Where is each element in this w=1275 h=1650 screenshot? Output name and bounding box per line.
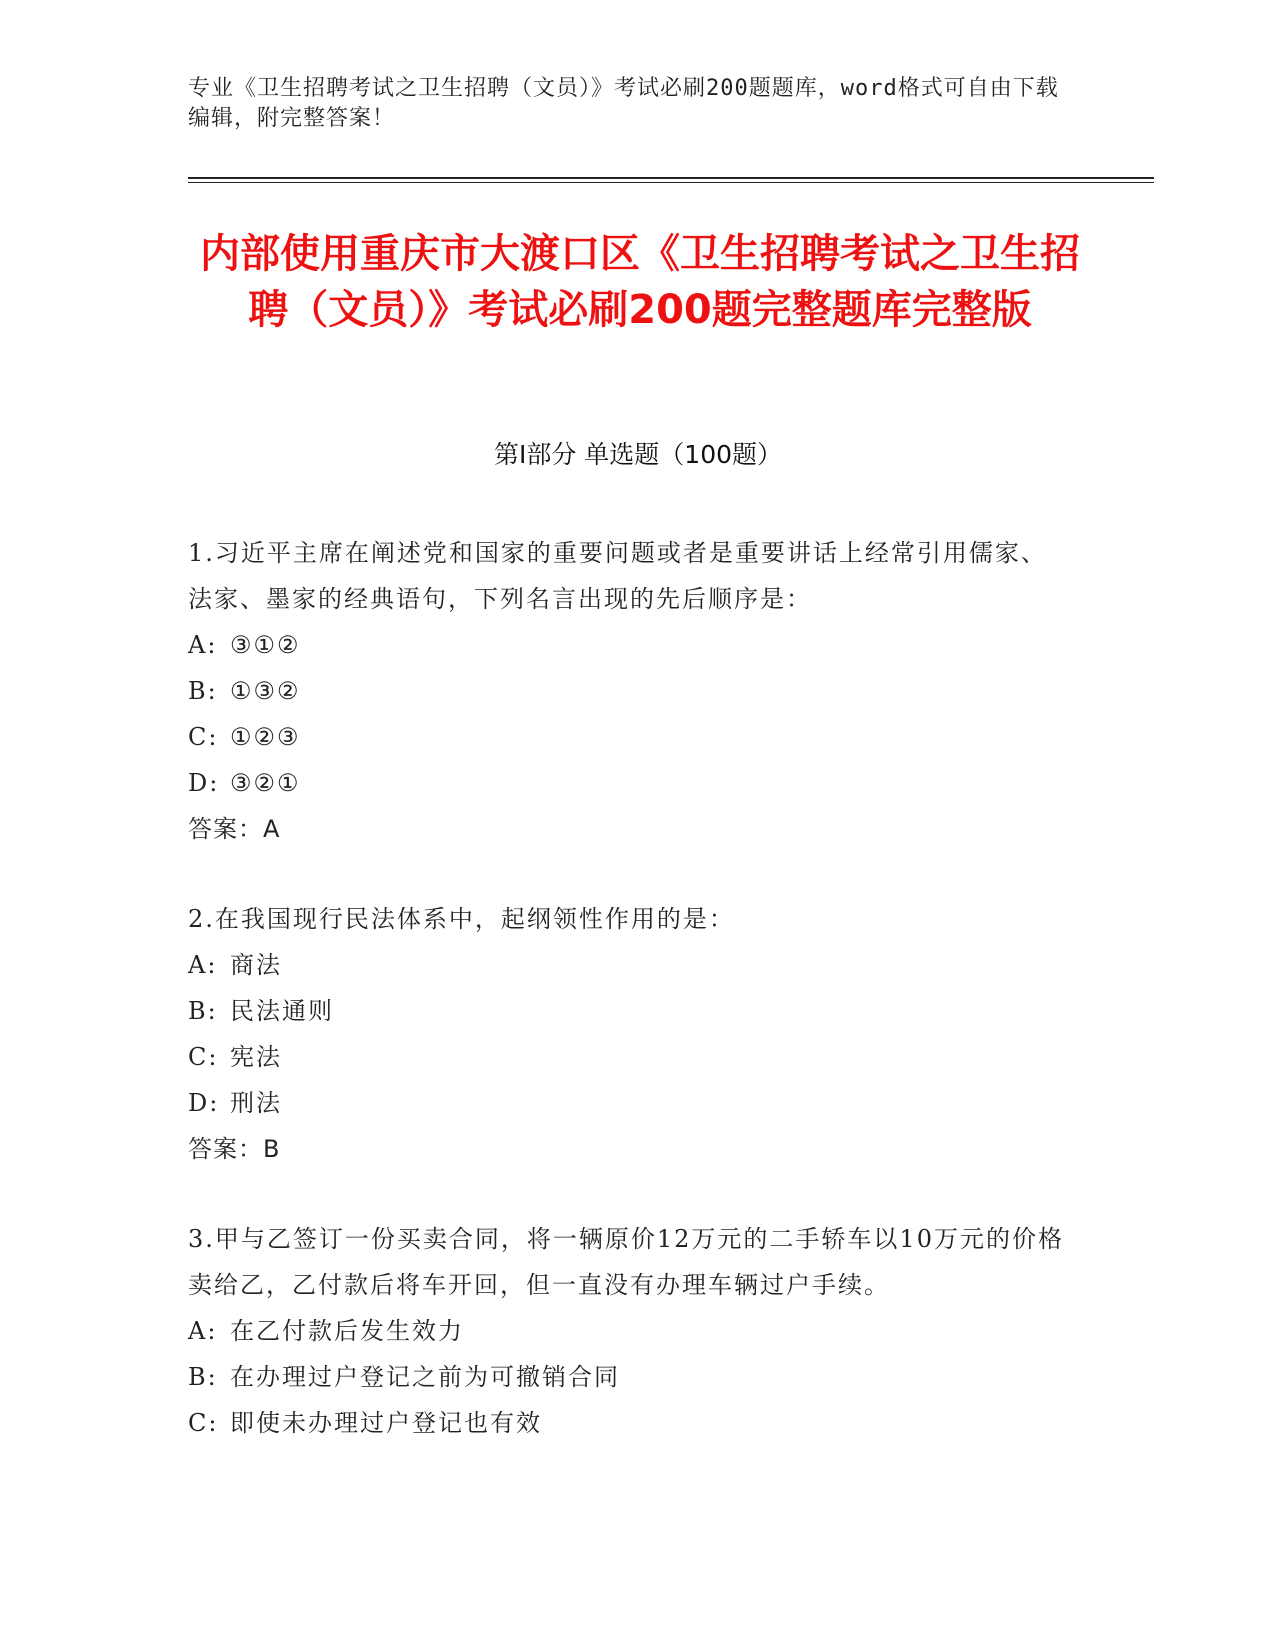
- option-text: 在乙付款后发生效力: [230, 1317, 464, 1345]
- option-text: ①②③: [230, 723, 301, 751]
- option-c: [188, 1034, 1068, 1080]
- option-label: D:: [188, 1089, 220, 1117]
- option-b: [188, 1354, 1068, 1400]
- question-list: [188, 530, 1068, 1490]
- question-stem: 1.习近平主席在阐述党和国家的重要问题或者是重要讲话上经常引用儒家、法家、墨家的经典语句，下列名言出现的先后顺序是：: [188, 539, 1047, 613]
- option-label: A:: [188, 951, 218, 979]
- question-2: [188, 896, 1068, 1172]
- option-b: [188, 668, 1068, 714]
- option-a: [188, 942, 1068, 988]
- question-stem: 2.在我国现行民法体系中，起纲领性作用的是：: [188, 905, 735, 933]
- option-text: ①③②: [230, 677, 301, 705]
- answer: 答案：B: [188, 1135, 281, 1163]
- option-text: 民法通则: [230, 997, 334, 1025]
- option-label: B:: [188, 1363, 218, 1391]
- option-a: [188, 1308, 1068, 1354]
- question-3: [188, 1216, 1068, 1446]
- option-label: A:: [188, 631, 218, 659]
- option-text: 在办理过户登记之前为可撤销合同: [230, 1363, 620, 1391]
- option-text: 宪法: [230, 1043, 282, 1071]
- header-divider-thin: [188, 182, 1154, 183]
- option-label: D:: [188, 769, 220, 797]
- option-label: A:: [188, 1317, 218, 1345]
- option-text: ③②①: [230, 769, 301, 797]
- option-label: C:: [188, 1043, 219, 1071]
- option-label: C:: [188, 1409, 219, 1437]
- option-a: [188, 622, 1068, 668]
- question-1: [188, 530, 1068, 852]
- option-label: B:: [188, 997, 218, 1025]
- option-text: 即使未办理过户登记也有效: [230, 1409, 542, 1437]
- option-text: 商法: [230, 951, 282, 979]
- option-text: ③①②: [230, 631, 301, 659]
- option-text: 刑法: [230, 1089, 282, 1117]
- answer: 答案：A: [188, 815, 281, 843]
- option-d: [188, 1080, 1068, 1126]
- header-divider: [188, 177, 1154, 179]
- option-label: B:: [188, 677, 218, 705]
- option-b: [188, 988, 1068, 1034]
- header-note: 专业《卫生招聘考试之卫生招聘（文员）》考试必刷200题题库，word格式可自由下载编辑，附完整答案！: [188, 76, 1059, 131]
- option-label: C:: [188, 723, 219, 751]
- document-title: 内部使用重庆市大渡口区《卫生招聘考试之卫生招聘（文员）》考试必刷200题完整题库完整版: [200, 231, 1080, 333]
- option-d: [188, 760, 1068, 806]
- option-c: [188, 1400, 1068, 1446]
- question-stem: 3.甲与乙签订一份买卖合同，将一辆原价12万元的二手轿车以10万元的价格卖给乙，乙付款后将车开回，但一直没有办理车辆过户手续。: [188, 1225, 1064, 1299]
- section-heading: 第Ⅰ部分 单选题（100题）: [493, 440, 783, 469]
- option-c: [188, 714, 1068, 760]
